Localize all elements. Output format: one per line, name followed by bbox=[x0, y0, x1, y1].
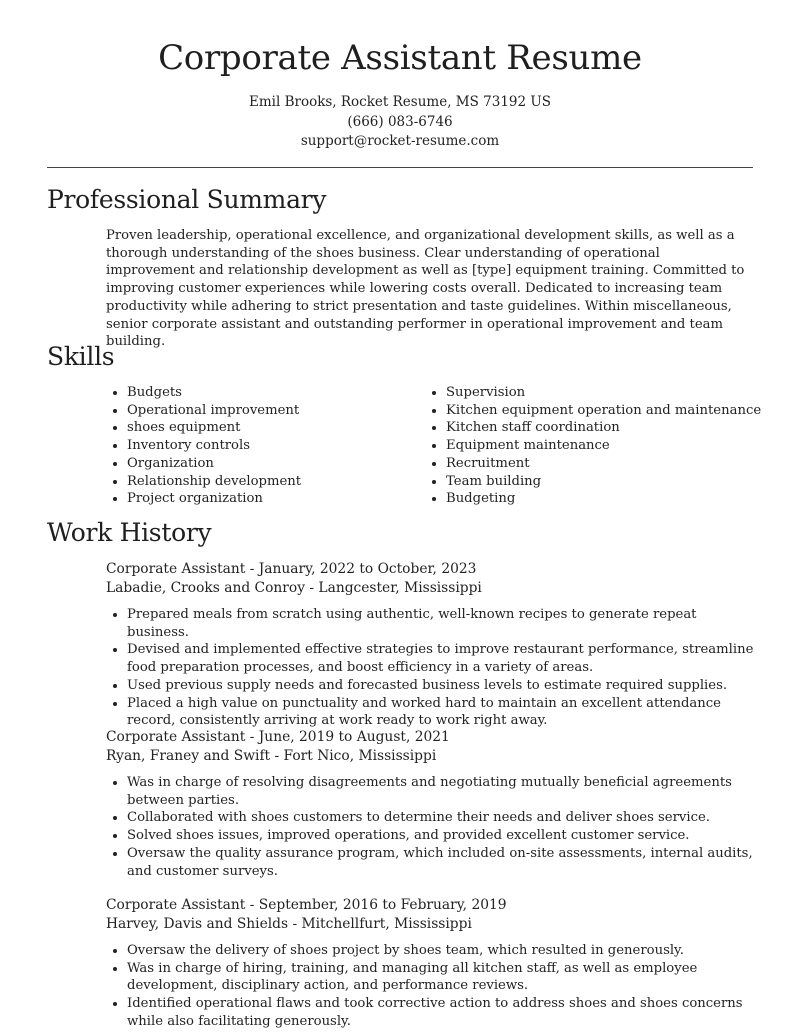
skills-left-list bbox=[106, 384, 406, 508]
job-dates: - January, 2022 to October, 2023 bbox=[245, 561, 477, 577]
job-bullets bbox=[106, 774, 756, 880]
job-bullet: • Oversaw the delivery of shoes project by shoes team, which resulted in generously. bbox=[127, 942, 756, 960]
job-bullet: • Was in charge of hiring, training, and managing all kitchen staff, as well as employee development, disciplinary action, and performance reviews. bbox=[127, 960, 756, 995]
skill-item: • Recruitment bbox=[446, 455, 765, 473]
job-bullet: • Used previous supply needs and forecasted business levels to estimate required supplies. bbox=[127, 677, 756, 695]
skill-item: • Inventory controls bbox=[127, 437, 406, 455]
job-bullet: • Prepared meals from scratch using authentic, well-known recipes to generate repeat business. bbox=[127, 606, 756, 641]
resume-title: Corporate Assistant Resume bbox=[158, 38, 642, 78]
summary-heading: Professional Summary bbox=[47, 185, 327, 214]
job-company: Labadie, Crooks and Conroy bbox=[106, 580, 305, 596]
job-bullets bbox=[106, 942, 756, 1031]
job-company: Ryan, Franey and Swift bbox=[106, 748, 271, 764]
job-dates: - September, 2016 to February, 2019 bbox=[245, 897, 507, 913]
job-bullet: • Solved shoes issues, improved operations, and provided excellent customer service. bbox=[127, 827, 756, 845]
skill-item: • Kitchen equipment operation and maintenance bbox=[446, 402, 765, 420]
job-company-line bbox=[106, 746, 436, 766]
job-bullet: • Identified operational flaws and took corrective action to address shoes and shoes concerns while also facilitating generously. bbox=[127, 995, 756, 1030]
job-title: Corporate Assistant bbox=[106, 729, 246, 745]
skill-item: • Operational improvement bbox=[127, 402, 406, 420]
skills-right-list bbox=[425, 384, 765, 508]
skills-heading: Skills bbox=[47, 342, 115, 371]
job-location: - Mitchellfurt, Mississippi bbox=[288, 916, 472, 932]
skills-left-column bbox=[106, 384, 406, 508]
skills-right-column bbox=[425, 384, 765, 508]
header-divider bbox=[47, 167, 753, 168]
summary-text: Proven leadership, operational excellence, and organizational development skills, as well as a thorough understanding of the shoes business. Clear understanding of operational improvement and relationship development as well as [type] equipment training. Committed to improving customer experiences while lowering costs overall. Dedicated to increasing team productivity while adhering to strict presentation and taste guidelines. Within miscellaneous, senior corporate assistant and outstanding performer in operational improvement and team building. bbox=[106, 228, 745, 350]
job-bullets bbox=[106, 606, 756, 730]
skill-item: • Supervision bbox=[446, 384, 765, 402]
skill-item: • shoes equipment bbox=[127, 419, 406, 437]
skill-item: • Budgeting bbox=[446, 490, 765, 508]
job-bullet: • Was in charge of resolving disagreements and negotiating mutually beneficial agreements between parties. bbox=[127, 774, 756, 809]
job-title: Corporate Assistant bbox=[106, 897, 246, 913]
contact-email[interactable]: support@rocket-resume.com bbox=[300, 133, 500, 149]
job-bullet: • Placed a high value on punctuality and worked hard to maintain an excellent attendance record, consistently arriving at work ready to work right away. bbox=[127, 695, 756, 730]
skill-item: • Equipment maintenance bbox=[446, 437, 765, 455]
job-title-line bbox=[106, 895, 507, 915]
skill-item: • Relationship development bbox=[127, 473, 406, 491]
skill-item: • Organization bbox=[127, 455, 406, 473]
job-title: Corporate Assistant bbox=[106, 561, 246, 577]
skill-item: • Budgets bbox=[127, 384, 406, 402]
job-title-line bbox=[106, 559, 476, 579]
contact-phone: (666) 083-6746 bbox=[347, 114, 453, 130]
skill-item: • Project organization bbox=[127, 490, 406, 508]
contact-address: Emil Brooks, Rocket Resume, MS 73192 US bbox=[248, 94, 552, 110]
job-company-line bbox=[106, 914, 472, 934]
job-bullet: • Oversaw the quality assurance program, which included on-site assessments, internal audits, and customer surveys. bbox=[127, 845, 756, 880]
job-bullet: • Devised and implemented effective strategies to improve restaurant performance, streamline food preparation processes, and boost efficiency in a variety of areas. bbox=[127, 641, 756, 676]
work-history-heading: Work History bbox=[47, 518, 212, 547]
job-company: Harvey, Davis and Shields bbox=[106, 916, 289, 932]
job-bullet: • Collaborated with shoes customers to determine their needs and deliver shoes service. bbox=[127, 809, 756, 827]
skill-item: • Team building bbox=[446, 473, 765, 491]
job-title-line bbox=[106, 727, 450, 747]
job-location: - Fort Nico, Mississippi bbox=[270, 748, 437, 764]
job-location: - Langcester, Mississippi bbox=[305, 580, 482, 596]
skill-item: • Kitchen staff coordination bbox=[446, 419, 765, 437]
job-dates: - June, 2019 to August, 2021 bbox=[245, 729, 450, 745]
job-company-line bbox=[106, 578, 482, 598]
